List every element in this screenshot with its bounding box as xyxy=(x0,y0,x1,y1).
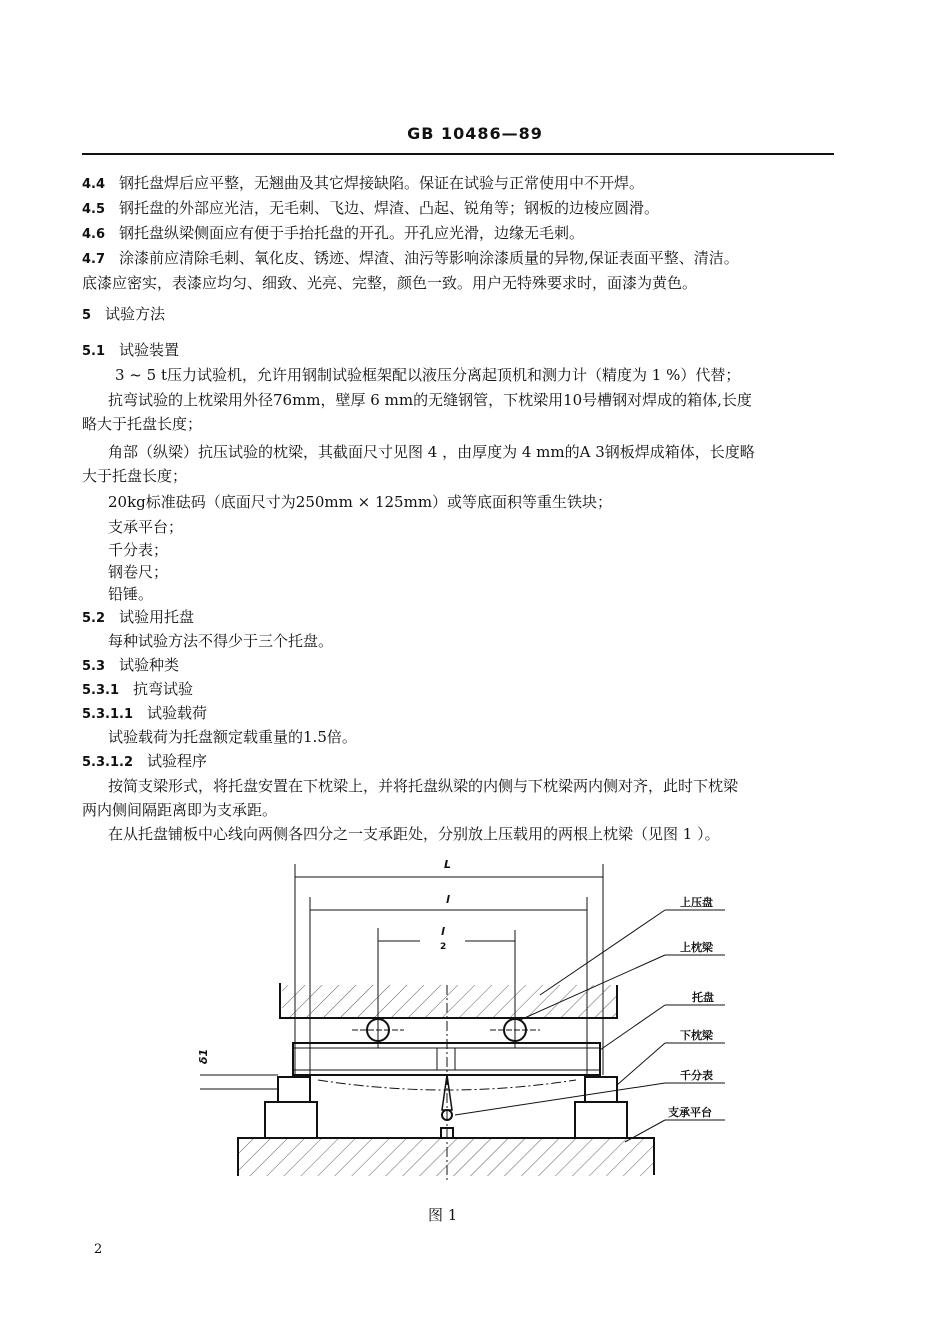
paragraph-text: 试验载荷 xyxy=(147,704,208,722)
page-number: 2 xyxy=(94,1242,103,1257)
paragraph-text: 钢卷尺； xyxy=(108,563,169,581)
paragraph-text: 20kg标准砝码（底面尺寸为250mm × 125mm）或等底面积等重生铁块； xyxy=(108,493,613,511)
dim-L: L xyxy=(444,858,452,871)
paragraph-text: 涂漆前应清除毛刺、氧化皮、锈迹、焊渣、油污等影响涂漆质量的异物,保证表面平整、清洁。 xyxy=(119,249,739,267)
section-number: 5 xyxy=(82,308,92,323)
section-number: 4.4 xyxy=(82,177,106,192)
label-pallet: 托盘 xyxy=(692,991,714,1004)
paragraph-text: 试验载荷为托盘额定载重量的1.5倍。 xyxy=(108,728,357,746)
dim-half-den: 2 xyxy=(440,942,447,952)
paragraph-text: 按简支梁形式，将托盘安置在下枕梁上，并将托盘纵梁的内侧与下枕梁两内侧对齐，此时下枕梁 xyxy=(108,777,739,795)
section-number: 5.1 xyxy=(82,344,106,359)
section-number: 5.3.1.2 xyxy=(82,755,133,770)
paragraph-text: 两内侧间隔距离即为支承距。 xyxy=(82,801,278,819)
paragraph-text: 抗弯试验 xyxy=(133,680,194,698)
paragraph-text: 底漆应密实，表漆应均匀、细致、光亮、完整，颜色一致。用户无特殊要求时，面漆为黄色。 xyxy=(82,274,698,292)
paragraph-text: 试验装置 xyxy=(119,341,180,359)
paragraph-text: 3 ~ 5 t压力试验机，允许用钢制试验框架配以液压分离起顶机和测力计（精度为 1 %）代替； xyxy=(115,366,741,384)
paragraph-text: 试验程序 xyxy=(147,752,208,770)
paragraph-text: 每种试验方法不得少于三个托盘。 xyxy=(108,632,334,650)
paragraph-text: 在从托盘铺板中心线向两侧各四分之一支承距处，分别放上压载用的两根上枕梁（见图 1 ）。 xyxy=(108,825,720,843)
document-header: GB 10486—89 xyxy=(407,124,543,143)
paragraph-text: 钢托盘的外部应光洁，无毛刺、飞边、焊渣、凸起、锐角等；钢板的边棱应圆滑。 xyxy=(119,199,660,217)
label-dial-gauge: 千分表 xyxy=(680,1069,713,1082)
label-lower-beam: 下枕梁 xyxy=(680,1029,713,1042)
label-upper-press-plate: 上压盘 xyxy=(680,896,713,909)
section-number: 5.2 xyxy=(82,611,106,626)
paragraph-text: 试验方法 xyxy=(105,305,166,323)
paragraph-text: 试验种类 xyxy=(119,656,180,674)
section-number: 5.3.1.1 xyxy=(82,707,133,722)
figure-caption: 图 1 xyxy=(428,1206,458,1224)
section-number: 4.5 xyxy=(82,202,106,217)
label-support-platform: 支承平台 xyxy=(668,1106,712,1119)
paragraph-text: 大于托盘长度； xyxy=(82,467,188,485)
dim-half-num: l xyxy=(441,925,445,938)
paragraph-text: 试验用托盘 xyxy=(119,608,195,626)
paragraph-text: 角部（纵梁）抗压试验的枕梁，其截面尺寸见图 4 ，由厚度为 4 mm的A 3钢板焊成箱体，长度略 xyxy=(108,443,755,461)
section-number: 5.3.1 xyxy=(82,683,120,698)
paragraph-text: 铅锤。 xyxy=(108,585,154,603)
paragraph-text: 抗弯试验的上枕梁用外径76mm，壁厚 6 mm的无缝钢管，下枕梁用10号槽钢对焊成的箱体,长度 xyxy=(108,391,752,409)
paragraph-text: 略大于托盘长度； xyxy=(82,415,203,433)
paragraph-text: 支承平台； xyxy=(108,518,184,536)
paragraph-text: 千分表； xyxy=(108,541,169,559)
dim-l: l xyxy=(446,893,450,906)
label-upper-beam: 上枕梁 xyxy=(680,941,713,954)
dim-delta: δ1 xyxy=(197,1048,211,1065)
section-number: 4.7 xyxy=(82,252,106,267)
section-number: 4.6 xyxy=(82,227,106,242)
section-number: 5.3 xyxy=(82,659,106,674)
paragraph-text: 钢托盘纵梁侧面应有便于手抬托盘的开孔。开孔应光滑，边缘无毛刺。 xyxy=(119,224,585,242)
paragraph-text: 钢托盘焊后应平整，无翘曲及其它焊接缺陷。保证在试验与正常使用中不开焊。 xyxy=(119,174,645,192)
